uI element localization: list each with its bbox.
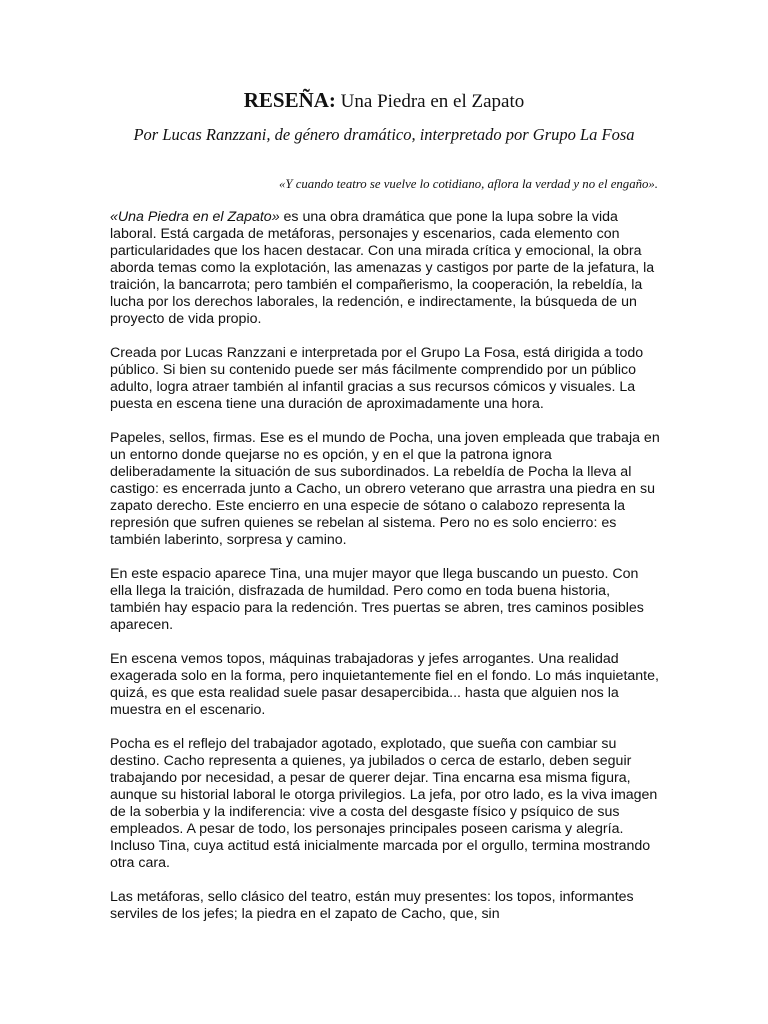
title-label: RESEÑA: [243,88,336,112]
title-work-name: Una Piedra en el Zapato [335,91,525,112]
paragraph-4: En este espacio aparece Tina, una mujer mayor que llega buscando un puesto. Con ella llega la traición, disfrazada de humildad. Pero como en toda buena historia, también hay espacio para la redención. Tres puertas se abren, tres caminos posibles aparecen. [110,566,644,633]
paragraph-6: Pocha es el reflejo del trabajador agotado, explotado, que sueña con cambiar su destino. Cacho representa a quienes, ya jubilados o cerca de estarlo, deben seguir trabajando por necesidad, a pesar de querer dejar. Tina encarna esa misma figura, aunque su historial laboral le otorga privilegios. La jefa, por otro lado, es la viva imagen de la soberbia y la indiferencia: vive a costa del desgaste físico y psíquico de sus empleados. A pesar de todo, los personajes principales poseen carisma y alegría. Incluso Tina, cuya actitud está inicialmente marcada por el orgullo, termina mostrando otra cara. [110,736,658,871]
paragraph-3: Papeles, sellos, firmas. Ese es el mundo de Pocha, una joven empleada que trabaja en un entorno donde quejarse no es opción, y en el que la patrona ignora deliberadamente la situación de sus subordinados. La rebeldía de Pocha la lleva al castigo: es encerrada junto a Cacho, un obrero veterano que arrastra una piedra en su zapato derecho. Este encierro en una especie de sótano o calabozo representa la represión que sufren quienes se rebelan al sistema. Pero no es solo encierro: es también laberinto, sorpresa y camino. [110,430,660,548]
document-subtitle: Por Lucas Ranzzani, de género dramático, interpretado por Grupo La Fosa [133,125,635,144]
paragraph-1 [110,209,660,328]
paragraph-5: En escena vemos topos, máquinas trabajadoras y jefes arrogantes. Una realidad exagerada solo en la forma, pero inquietantemente fiel en el fondo. Lo más inquietante, quizá, es que esta realidad suele pasar desapercibida... hasta que alguien nos la muestra en el escenario. [110,651,659,718]
paragraph-1-text: es una obra dramática que pone la lupa sobre la vida laboral. Está cargada de metáforas, personajes y escenarios, cada elemento con particularidades que los hacen destacar. Con una mirada crítica y emocional, la obra aborda temas como la explotación, las amenazas y castigos por parte de la jefatura, la traición, la bancarrota; pero también el compañerismo, la cooperación, la rebeldía, la lucha por los derechos laborales, la redención, e indirectamente, la búsqueda de un proyecto de vida propio. [110,209,655,327]
work-title-italic: «Una Piedra en el Zapato» [110,209,280,225]
review-body [110,209,660,940]
epigraph-quote: «Y cuando teatro se vuelve lo cotidiano, aflora la verdad y no el engaño». [279,177,658,191]
document-title [0,88,768,114]
paragraph-7: Las metáforas, sello clásico del teatro, están muy presentes: los topos, informantes serviles de los jefes; la piedra en el zapato de Cacho, que, sin [110,889,634,922]
paragraph-2: Creada por Lucas Ranzzani e interpretada por el Grupo La Fosa, está dirigida a todo público. Si bien su contenido puede ser más fácilmente comprendido por un público adulto, logra atraer también al infantil gracias a sus recursos cómicos y visuales. La puesta en escena tiene una duración de aproximadamente una hora. [110,345,644,412]
